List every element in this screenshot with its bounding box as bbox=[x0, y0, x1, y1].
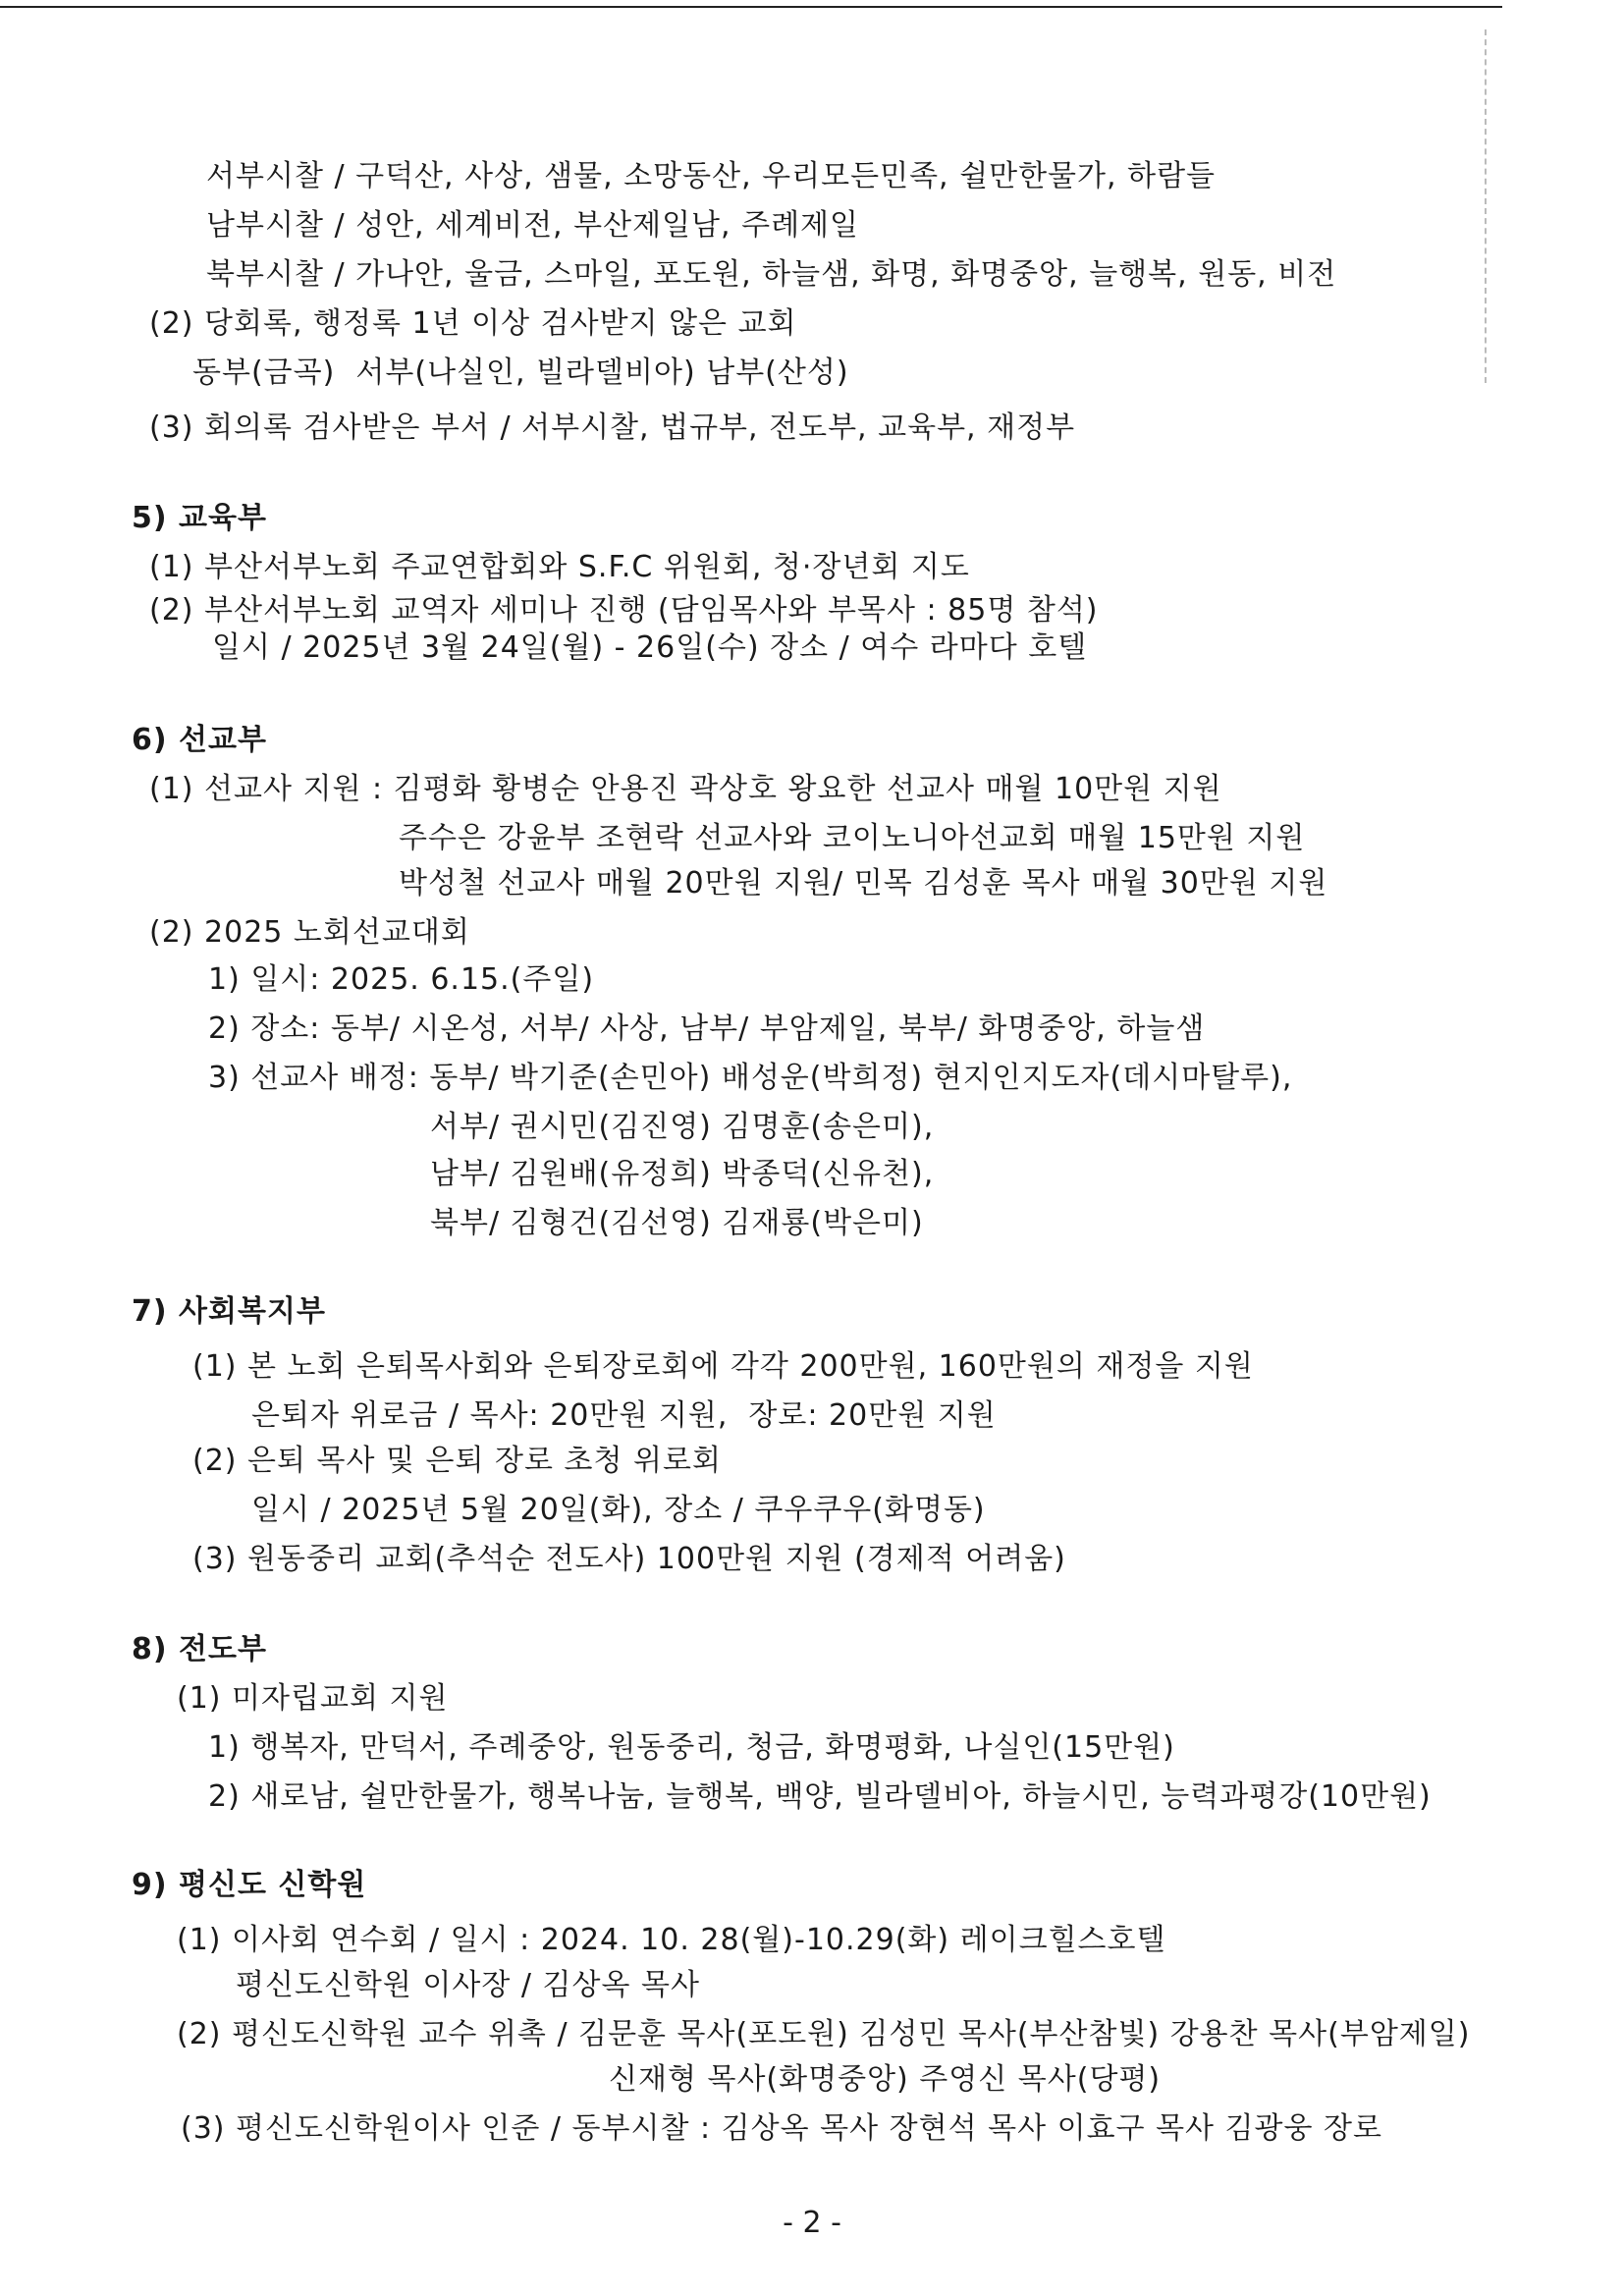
text-line: (3) 회의록 검사받은 부서 / 서부시찰, 법규부, 전도부, 교육부, 재정부 bbox=[149, 410, 1076, 445]
text-line: 북부시찰 / 가나안, 울금, 스마일, 포도원, 하늘샘, 화명, 화명중앙, 늘행복, 원동, 비전 bbox=[206, 257, 1337, 292]
text-line: 1) 행복자, 만덕서, 주례중앙, 원동중리, 청금, 화명평화, 나실인(15만원) bbox=[208, 1730, 1175, 1765]
text-line: 신재형 목사(화명중앙) 주영신 목사(당평) bbox=[609, 2062, 1162, 2097]
section-heading: 8) 전도부 bbox=[132, 1632, 267, 1667]
text-line: 북부/ 김형건(김선영) 김재룡(박은미) bbox=[430, 1206, 924, 1240]
text-line: (1) 미자립교회 지원 bbox=[177, 1681, 449, 1716]
text-line: 남부/ 김원배(유정희) 박종덕(신유천), bbox=[430, 1157, 935, 1191]
text-line: (1) 이사회 연수회 / 일시 : 2024. 10. 28(월)-10.29(화) 레이크힐스호텔 bbox=[177, 1923, 1166, 1957]
section-heading: 7) 사회복지부 bbox=[132, 1294, 326, 1329]
top-rule bbox=[0, 6, 1502, 8]
text-line: (2) 평신도신학원 교수 위촉 / 김문훈 목사(포도원) 김성민 목사(부산참빛) 강용찬 목사(부암제일) bbox=[177, 2017, 1471, 2051]
text-line: (1) 선교사 지원 : 김평화 황병순 안용진 곽상호 왕요한 선교사 매월 10만원 지원 bbox=[149, 772, 1222, 806]
text-line: (3) 평신도신학원이사 인준 / 동부시찰 : 김상옥 목사 장현석 목사 이효구 목사 김광웅 장로 bbox=[181, 2111, 1382, 2146]
section-heading: 6) 선교부 bbox=[132, 723, 267, 757]
page-number: - 2 - bbox=[783, 2206, 841, 2240]
text-line: 은퇴자 위로금 / 목사: 20만원 지원, 장로: 20만원 지원 bbox=[251, 1398, 997, 1433]
text-line: 2) 새로남, 쉴만한물가, 행복나눔, 늘행복, 백양, 빌라델비아, 하늘시민, 능력과평강(10만원) bbox=[208, 1779, 1432, 1814]
text-line: 동부(금곡) 서부(나실인, 빌라델비아) 남부(산성) bbox=[192, 355, 849, 390]
text-line: 평신도신학원 이사장 / 김상옥 목사 bbox=[236, 1968, 700, 2002]
text-line: 서부시찰 / 구덕산, 사상, 샘물, 소망동산, 우리모든민족, 쉴만한물가, 하람들 bbox=[206, 159, 1217, 193]
text-line: 1) 일시: 2025. 6.15.(주일) bbox=[208, 962, 595, 997]
text-line: (2) 부산서부노회 교역자 세미나 진행 (담임목사와 부목사 : 85명 참석) bbox=[149, 593, 1099, 628]
text-line: 박성철 선교사 매월 20만원 지원/ 민목 김성훈 목사 매월 30만원 지원 bbox=[399, 866, 1328, 901]
text-line: 주수은 강윤부 조현락 선교사와 코이노니아선교회 매월 15만원 지원 bbox=[399, 821, 1306, 855]
text-line: (1) 본 노회 은퇴목사회와 은퇴장로회에 각각 200만원, 160만원의 재정을 지원 bbox=[192, 1349, 1254, 1384]
text-line: 남부시찰 / 성안, 세계비전, 부산제일남, 주례제일 bbox=[206, 208, 860, 243]
text-line: (2) 은퇴 목사 및 은퇴 장로 초청 위로회 bbox=[192, 1444, 722, 1478]
text-line: (2) 당회록, 행정록 1년 이상 검사받지 않은 교회 bbox=[149, 306, 797, 341]
text-line: 일시 / 2025년 3월 24일(월) - 26일(수) 장소 / 여수 라마다 호텔 bbox=[212, 630, 1088, 665]
section-heading: 5) 교육부 bbox=[132, 501, 267, 535]
text-line: 2) 장소: 동부/ 시온성, 서부/ 사상, 남부/ 부암제일, 북부/ 화명중앙, 하늘샘 bbox=[208, 1011, 1206, 1046]
text-line: (3) 원동중리 교회(추석순 전도사) 100만원 지원 (경제적 어려움) bbox=[192, 1542, 1066, 1576]
text-line: 3) 선교사 배정: 동부/ 박기준(손민아) 배성운(박희정) 현지인지도자(데시마탈루), bbox=[208, 1061, 1293, 1095]
text-line: 서부/ 권시민(김진영) 김명훈(송은미), bbox=[430, 1110, 935, 1144]
text-line: (1) 부산서부노회 주교연합회와 S.F.C 위원회, 청·장년회 지도 bbox=[149, 550, 970, 584]
text-line: (2) 2025 노회선교대회 bbox=[149, 915, 470, 950]
section-heading: 9) 평신도 신학원 bbox=[132, 1868, 367, 1902]
margin-rule bbox=[1485, 29, 1487, 383]
text-line: 일시 / 2025년 5월 20일(화), 장소 / 쿠우쿠우(화명동) bbox=[251, 1493, 986, 1527]
